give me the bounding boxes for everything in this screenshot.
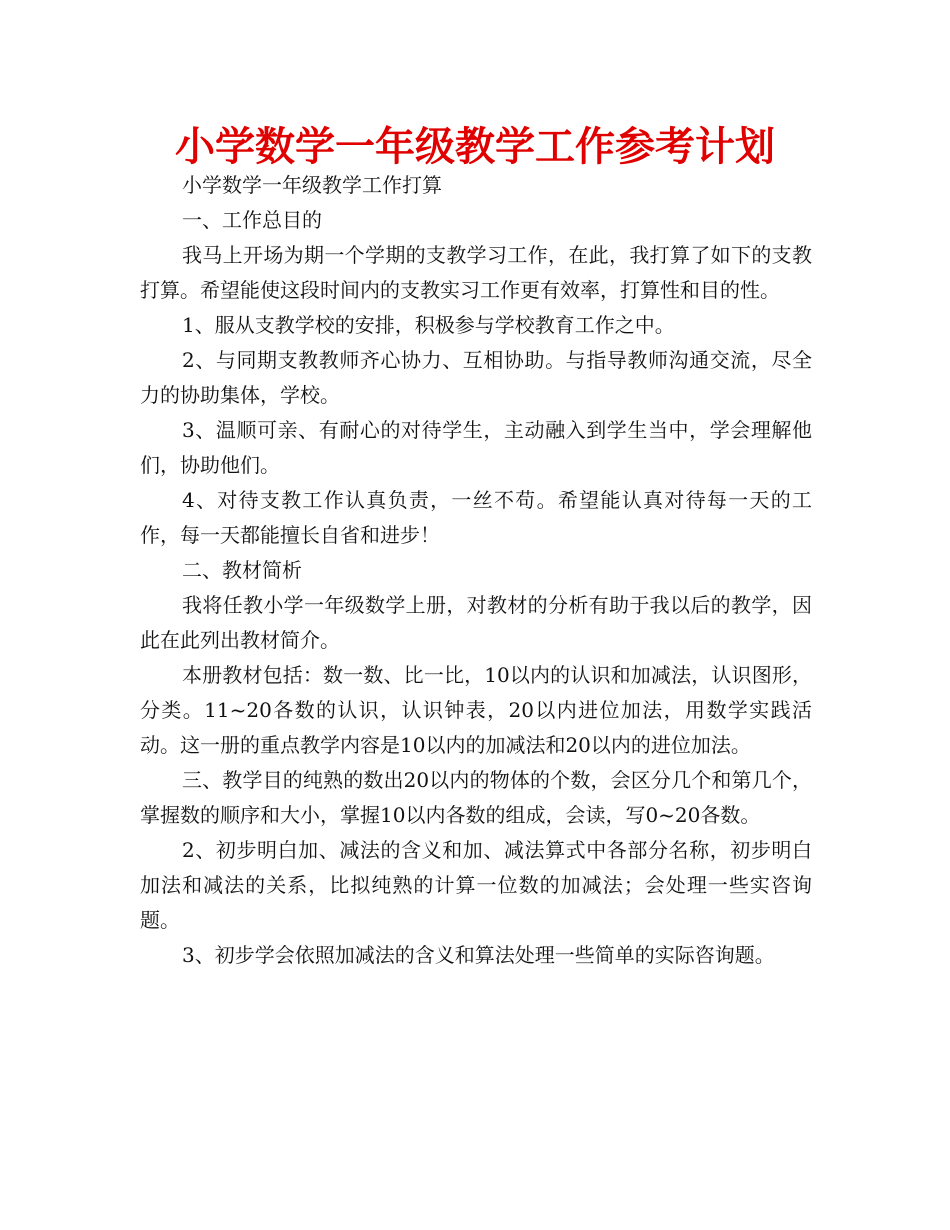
- document-title: 小学数学一年级教学工作参考计划: [175, 124, 775, 170]
- paragraph-textbook-intro: 我将任教小学一年级数学上册，对教材的分析有助于我以后的教学，因此在此列出教材简介。: [140, 593, 812, 652]
- paragraph-goal-2: 2、与同期支教教师齐心协力、互相协助。与指导教师沟通交流，尽全力的协助集体，学校。: [140, 348, 812, 407]
- paragraph-textbook-content: 本册教材包括：数一数、比一比，10以内的认识和加减法，认识图形，分类。11~20各数的认识，认识钟表，20以内进位加法，用数学实践活动。这一册的重点教学内容是10以内的加减法和20以内的进位加法。: [140, 663, 812, 757]
- paragraph-goal-3: 3、温顺可亲、有耐心的对待学生，主动融入到学生当中，学会理解他们，协助他们。: [140, 418, 812, 477]
- paragraph-heading-goals: 一、工作总目的: [182, 208, 322, 232]
- document-body: [140, 168, 812, 973]
- paragraph-goal-1: 1、服从支教学校的安排，积极参与学校教育工作之中。: [182, 313, 675, 337]
- paragraph-goal-4: 4、对待支教工作认真负责，一丝不苟。希望能认真对待每一天的工作，每一天都能擅长自省和进步！: [140, 488, 812, 547]
- paragraph-teaching-goal-2: 2、初步明白加、减法的含义和加、减法算式中各部分名称，初步明白加法和减法的关系，比拟纯熟的计算一位数的加减法；会处理一些实咨询题。: [140, 838, 812, 932]
- paragraph-teaching-goal-1: 三、教学目的纯熟的数出20以内的物体的个数，会区分几个和第几个，掌握数的顺序和大小，掌握10以内各数的组成，会读，写0~20各数。: [140, 768, 812, 827]
- paragraph-teaching-goal-3: 3、初步学会依照加减法的含义和算法处理一些简单的实际咨询题。: [182, 943, 775, 967]
- paragraph-heading-textbook: 二、教材简析: [182, 558, 302, 582]
- paragraph-intro: 我马上开场为期一个学期的支教学习工作，在此，我打算了如下的支教打算。希望能使这段时间内的支教实习工作更有效率，打算性和目的性。: [140, 243, 812, 302]
- paragraph-subtitle: 小学数学一年级教学工作打算: [182, 173, 442, 197]
